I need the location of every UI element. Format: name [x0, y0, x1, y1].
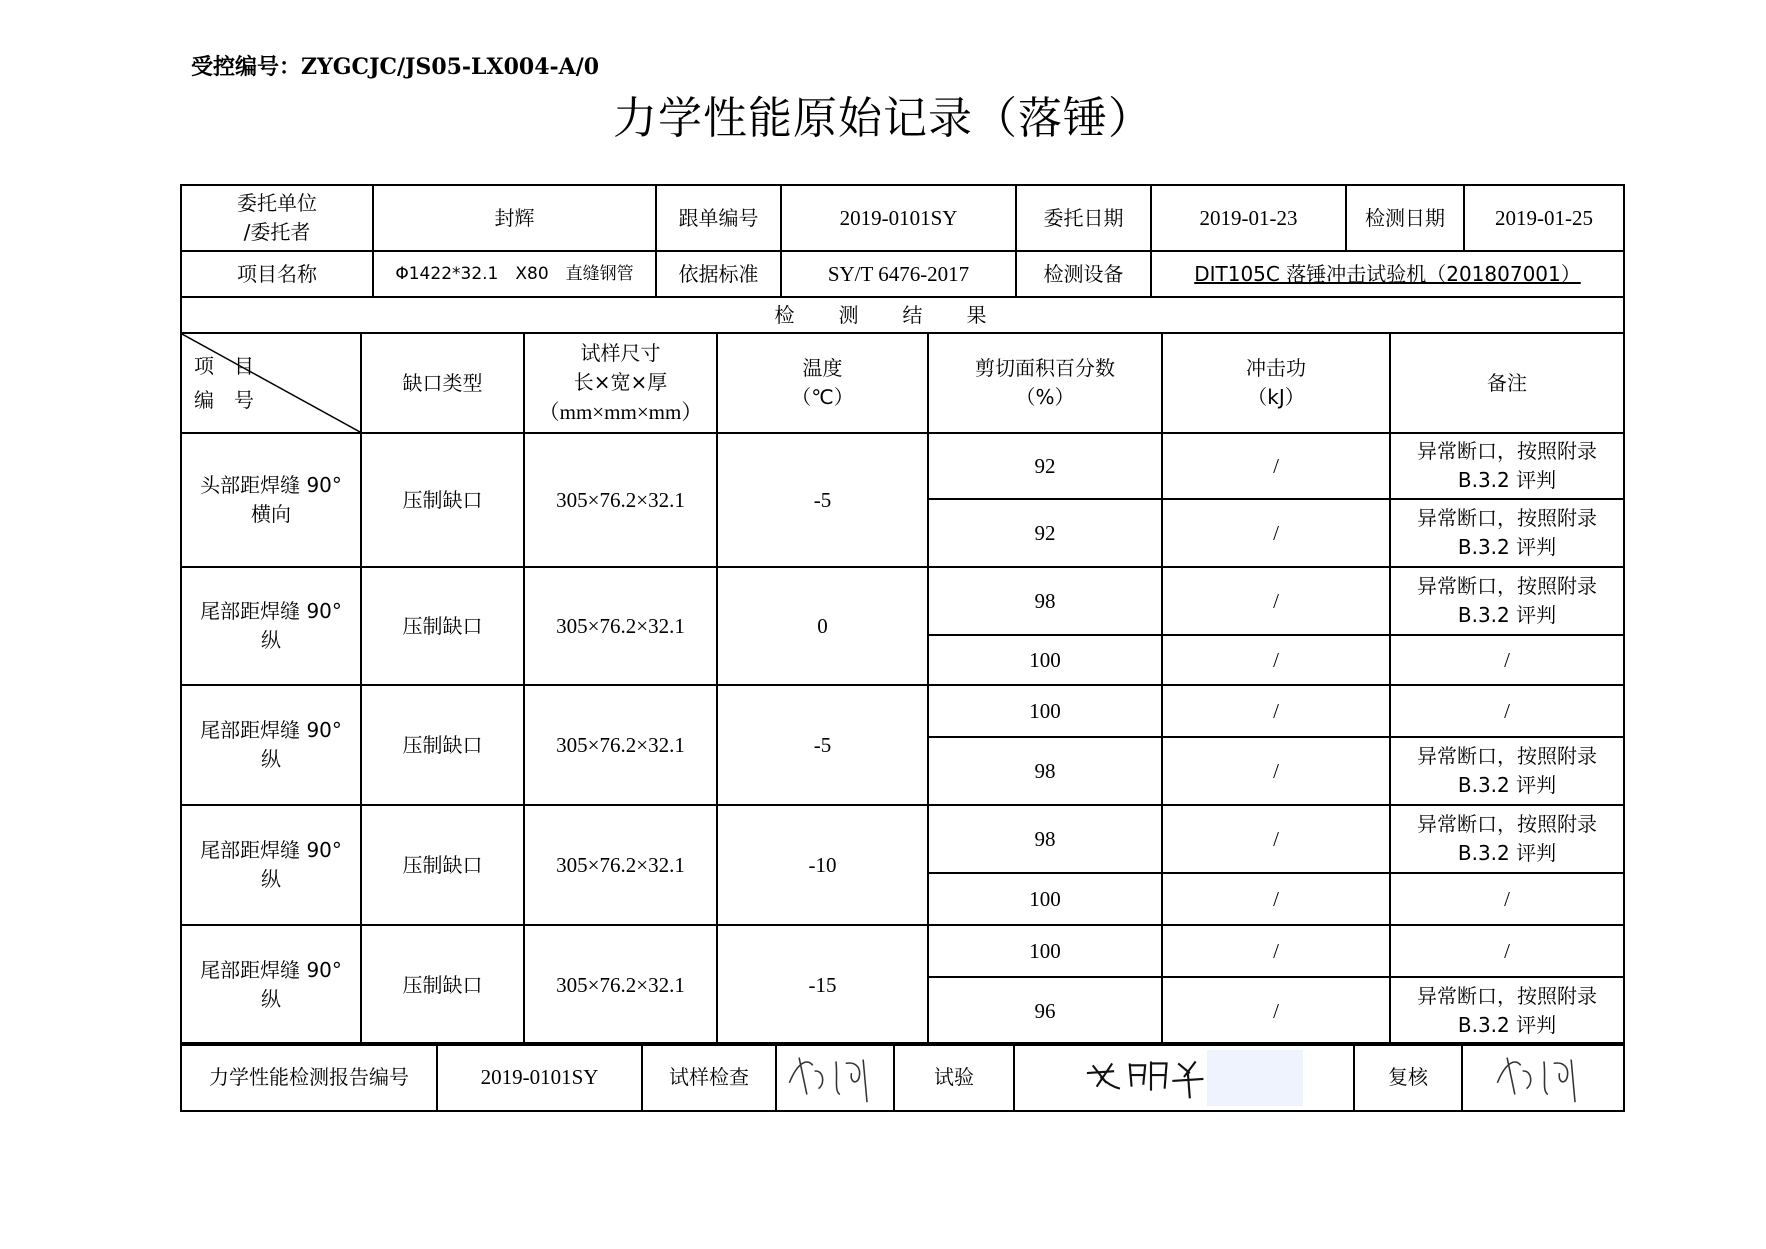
remark-value: / [1390, 685, 1624, 737]
impact-value: / [1162, 685, 1390, 737]
results-table [180, 332, 1625, 1046]
header-specimen-size: 试样尺寸 长×宽×厚 （mm×mm×mm） [524, 333, 717, 433]
impact-value: / [1162, 499, 1390, 567]
impact-value: / [1162, 737, 1390, 805]
remark-value: / [1390, 873, 1624, 925]
sample-check-label: 试样检查 [642, 1043, 776, 1111]
group-position: 尾部距焊缝 90° 纵 [181, 567, 361, 685]
document-title: 力学性能原始记录（落锤） [613, 93, 1153, 144]
redaction-box [1207, 1050, 1303, 1106]
group-position: 尾部距焊缝 90° 纵 [181, 685, 361, 805]
client-label: 委托单位 /委托者 [181, 185, 373, 251]
shear-value: 96 [928, 977, 1162, 1045]
equipment-label: 检测设备 [1016, 251, 1151, 297]
remark-value: 异常断口，按照附录 B.3.2 评判 [1390, 567, 1624, 635]
test-date-value: 2019-01-25 [1464, 185, 1624, 251]
group-position: 尾部距焊缝 90° 纵 [181, 925, 361, 1045]
group-notch: 压制缺口 [361, 805, 524, 925]
remark-value: 异常断口，按照附录 B.3.2 评判 [1390, 977, 1624, 1045]
client-value: 封辉 [373, 185, 656, 251]
shear-value: 98 [928, 567, 1162, 635]
group-temp: -5 [717, 433, 928, 567]
group-temp: -10 [717, 805, 928, 925]
header-shear-area: 剪切面积百分数 （%） [928, 333, 1162, 433]
project-value: Φ1422*32.1 X80 直缝钢管 [373, 251, 656, 297]
report-number-value: 2019-0101SY [437, 1043, 642, 1111]
signature-scribble [777, 1044, 893, 1110]
remark-value: 异常断口，按照附录 B.3.2 评判 [1390, 499, 1624, 567]
impact-value: / [1162, 635, 1390, 685]
group-size: 305×76.2×32.1 [524, 567, 717, 685]
impact-value: / [1162, 805, 1390, 873]
test-date-label: 检测日期 [1346, 185, 1464, 251]
shear-value: 98 [928, 805, 1162, 873]
shear-value: 92 [928, 433, 1162, 499]
info-table [180, 184, 1625, 334]
header-notch-type: 缺口类型 [361, 333, 524, 433]
commission-date-value: 2019-01-23 [1151, 185, 1346, 251]
tracking-value: 2019-0101SY [781, 185, 1016, 251]
group-size: 305×76.2×32.1 [524, 805, 717, 925]
header-remarks: 备注 [1390, 333, 1624, 433]
report-number-label: 力学性能检测报告编号 [181, 1043, 437, 1111]
project-label: 项目名称 [181, 251, 373, 297]
shear-value: 100 [928, 925, 1162, 977]
signature-scribble [1463, 1044, 1623, 1110]
remark-value: 异常断口，按照附录 B.3.2 评判 [1390, 433, 1624, 499]
group-position: 尾部距焊缝 90° 纵 [181, 805, 361, 925]
header-item-label: 项 目 [194, 354, 254, 378]
control-number: 受控编号：ZYGCJC/JS05-LX004-A/0 [191, 54, 600, 80]
group-notch: 压制缺口 [361, 925, 524, 1045]
diagonal-header-cell [181, 333, 361, 433]
impact-value: / [1162, 977, 1390, 1045]
impact-value: / [1162, 925, 1390, 977]
shear-value: 100 [928, 635, 1162, 685]
remark-value: 异常断口，按照附录 B.3.2 评判 [1390, 805, 1624, 873]
group-temp: -5 [717, 685, 928, 805]
header-impact-energy: 冲击功 （kJ） [1162, 333, 1390, 433]
header-number-label: 编 号 [194, 388, 254, 412]
group-notch: 压制缺口 [361, 567, 524, 685]
shear-value: 100 [928, 873, 1162, 925]
group-temp: 0 [717, 567, 928, 685]
group-position: 头部距焊缝 90° 横向 [181, 433, 361, 567]
impact-value: / [1162, 567, 1390, 635]
tracking-label: 跟单编号 [656, 185, 781, 251]
equipment-value: DIT105C 落锤冲击试验机（201807001） [1151, 251, 1624, 297]
diagonal-line [182, 334, 360, 432]
review-label: 复核 [1354, 1043, 1462, 1111]
sample-check-signature [776, 1043, 894, 1111]
group-notch: 压制缺口 [361, 685, 524, 805]
impact-value: / [1162, 433, 1390, 499]
group-size: 305×76.2×32.1 [524, 925, 717, 1045]
shear-value: 98 [928, 737, 1162, 805]
commission-date-label: 委托日期 [1016, 185, 1151, 251]
group-temp: -15 [717, 925, 928, 1045]
test-label: 试验 [894, 1043, 1014, 1111]
remark-value: 异常断口，按照附录 B.3.2 评判 [1390, 737, 1624, 805]
shear-value: 92 [928, 499, 1162, 567]
remark-value: / [1390, 925, 1624, 977]
shear-value: 100 [928, 685, 1162, 737]
standard-label: 依据标准 [656, 251, 781, 297]
header-temperature: 温度 （℃） [717, 333, 928, 433]
footer-table [180, 1042, 1625, 1112]
group-notch: 压制缺口 [361, 433, 524, 567]
group-size: 305×76.2×32.1 [524, 433, 717, 567]
impact-value: / [1162, 873, 1390, 925]
test-signature [1014, 1043, 1354, 1111]
standard-value: SY/T 6476-2017 [781, 251, 1016, 297]
group-size: 305×76.2×32.1 [524, 685, 717, 805]
review-signature [1462, 1043, 1624, 1111]
results-title: 检测结果 [181, 297, 1624, 333]
remark-value: / [1390, 635, 1624, 685]
